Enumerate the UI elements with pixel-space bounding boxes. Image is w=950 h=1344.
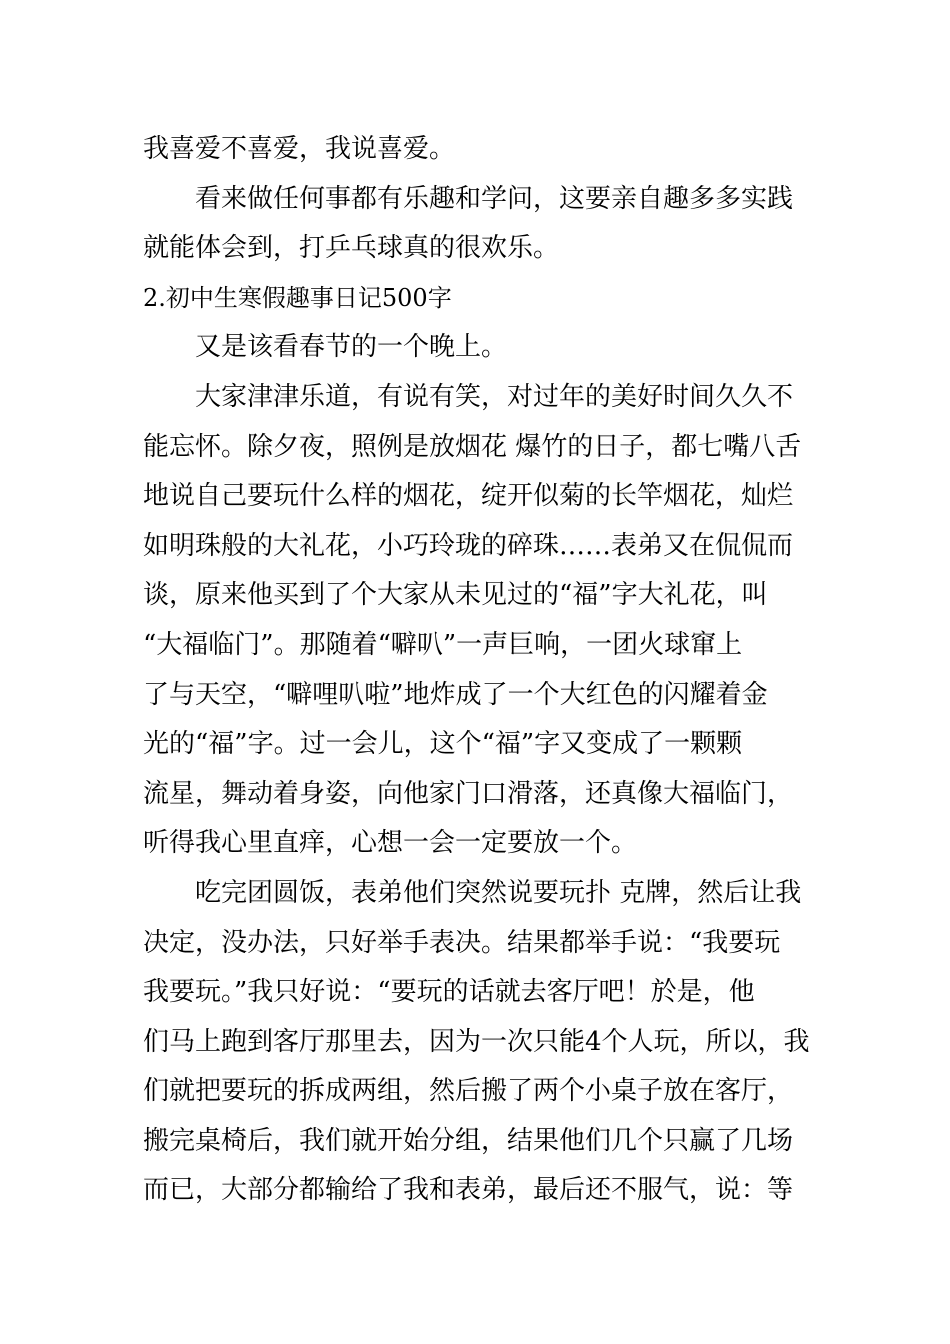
paragraph-line: 们就把要玩的拆成两组，然后搬了两个小桌子放在客厅， [143, 1076, 794, 1107]
paragraph-line: 们马上跑到客厅那里去，因为一次只能4个人玩，所以，我 [143, 1026, 810, 1057]
paragraph-line: 搬完桌椅后，我们就开始分组，结果他们几个只赢了几场 [143, 1125, 794, 1156]
paragraph-line: 了与天空，“噼哩叭啦”地炸成了一个大红色的闪耀着金 [143, 679, 768, 710]
paragraph-line: 光的“福”字。过一会儿，这个“福”字又变成了一颗颗 [143, 729, 743, 760]
paragraph-line: 我喜爱不喜爱，我说喜爱。 [143, 134, 456, 164]
document-page [143, 125, 810, 1216]
paragraph-line: 如明珠般的大礼花，小巧玲珑的碎珠……表弟又在侃侃而 [143, 530, 794, 561]
paragraph-line: 能忘怀。除夕夜，照例是放烟花 爆竹的日子，都七嘴八舌 [143, 431, 802, 462]
paragraph-line: 谈，原来他买到了个大家从未见过的“福”字大礼花，叫 [143, 580, 768, 611]
paragraph-line: “大福临门”。那随着“噼叭”一声巨响，一团火球窜上 [143, 629, 743, 660]
paragraph-line: 看来做任何事都有乐趣和学问，这要亲自趣多多实践 [195, 183, 794, 214]
paragraph-line: 决定，没办法，只好举手表决。结果都举手说：“我要玩 [143, 927, 781, 958]
paragraph-line: 吃完团圆饭，表弟他们突然说要玩扑 克牌，然后让我 [195, 877, 802, 908]
paragraph-line: 流星，舞动着身姿，向他家门口滑落，还真像大福临门， [143, 778, 794, 809]
paragraph-line: 听得我心里直痒，心想一会一定要放一个。 [143, 828, 638, 859]
section-heading: 2.初中生寒假趣事日记500字 [143, 283, 452, 312]
paragraph-line: 我要玩。”我只好说：“要玩的话就去客厅吧！於是，他 [143, 977, 755, 1008]
paragraph-line: 大家津津乐道，有说有笑，对过年的美好时间久久不 [195, 381, 794, 412]
paragraph-line: 地说自己要玩什么样的烟花，绽开似菊的长竿烟花，灿烂 [143, 481, 794, 512]
paragraph-line: 而已，大部分都输给了我和表弟，最后还不服气，说：等 [143, 1175, 794, 1206]
paragraph-line: 又是该看春节的一个晚上。 [195, 332, 508, 363]
paragraph-line: 就能体会到，打乒乓球真的很欢乐。 [143, 233, 560, 264]
